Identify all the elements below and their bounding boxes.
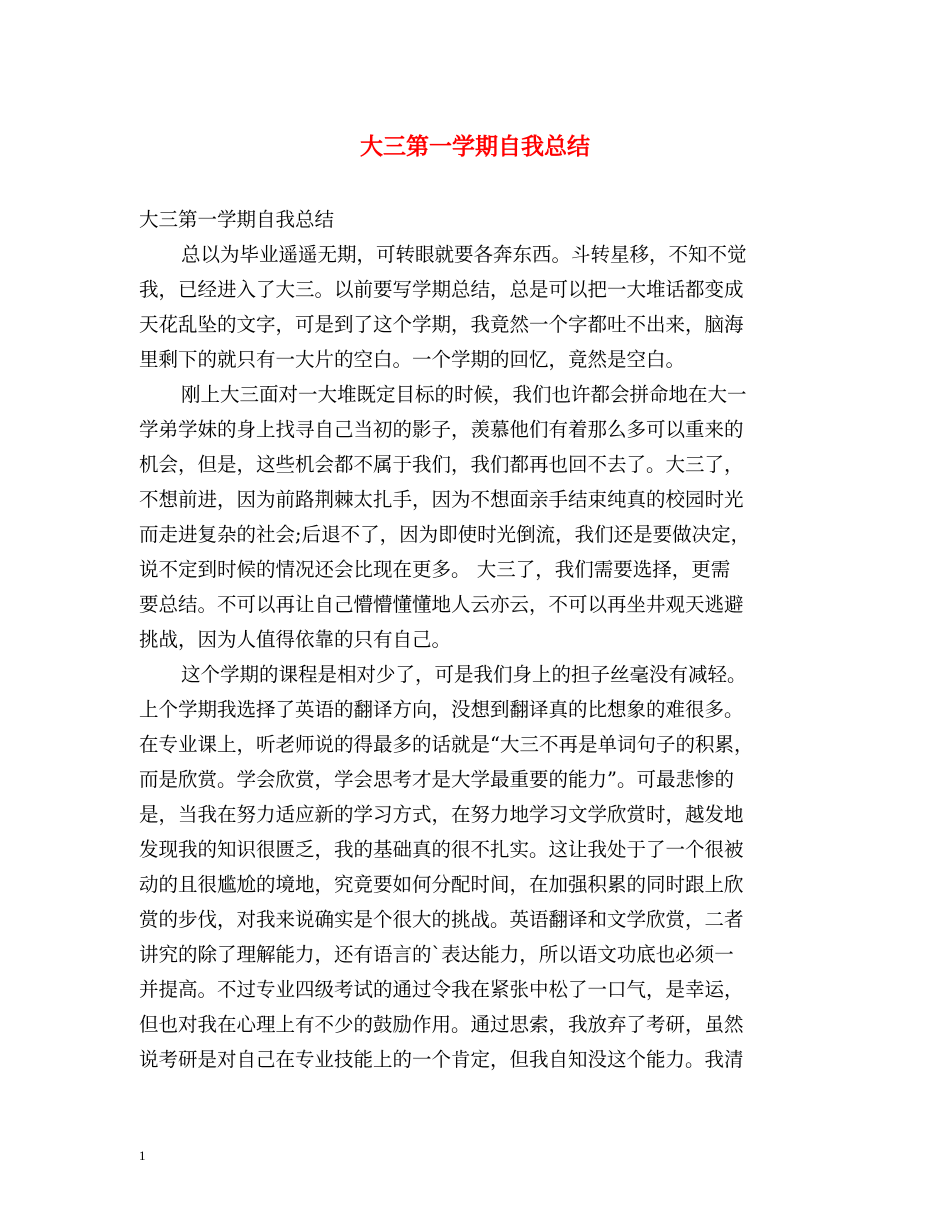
paragraph-line: 而走进复杂的社会;后退不了，因为即使时光倒流，我们还是要做决定， <box>139 523 751 546</box>
page-number: 1 <box>139 1148 146 1163</box>
paragraph-line: 机会，但是，这些机会都不属于我们，我们都再也回不去了。大三了， <box>139 453 744 476</box>
document-body <box>139 202 821 1077</box>
body-heading-line: 大三第一学期自我总结 <box>139 208 335 231</box>
paragraph-line: 赏的步伐，对我来说确实是个很大的挑战。英语翻译和文学欣赏，二者 <box>139 908 744 931</box>
paragraph-line: 并提高。不过专业四级考试的通过令我在紧张中松了一口气，是幸运， <box>139 978 744 1001</box>
paragraph-line: 这个学期的课程是相对少了，可是我们身上的担子丝毫没有减轻。 <box>181 663 747 686</box>
paragraph-line: 天花乱坠的文字，可是到了这个学期，我竟然一个字都吐不出来，脑海 <box>139 313 744 336</box>
paragraph-line: 学弟学妹的身上找寻自己当初的影子，羡慕他们有着那么多可以重来的 <box>139 418 744 441</box>
paragraph-line: 而是欣赏。学会欣赏，学会思考才是大学最重要的能力”。可最悲惨的 <box>139 768 734 791</box>
paragraph-line: 总以为毕业遥遥无期，可转眼就要各奔东西。斗转星移，不知不觉 <box>181 243 747 266</box>
paragraph-line: 是，当我在努力适应新的学习方式，在努力地学习文学欣赏时，越发地 <box>139 803 744 826</box>
document-title: 大三第一学期自我总结 <box>360 133 590 160</box>
paragraph-line: 动的且很尴尬的境地，究竟要如何分配时间，在加强积累的同时跟上欣 <box>139 873 744 896</box>
paragraph-line: 讲究的除了理解能力，还有语言的`表达能力，所以语文功底也必须一 <box>139 943 734 966</box>
paragraph-line: 发现我的知识很匮乏，我的基础真的很不扎实。这让我处于了一个很被 <box>139 838 744 861</box>
paragraph-line: 我，已经进入了大三。以前要写学期总结，总是可以把一大堆话都变成 <box>139 278 744 301</box>
paragraph-line: 说考研是对自己在专业技能上的一个肯定，但我自知没这个能力。我清 <box>139 1048 744 1071</box>
paragraph-line: 挑战，因为人值得依靠的只有自己。 <box>139 628 452 651</box>
paragraph-line: 上个学期我选择了英语的翻译方向，没想到翻译真的比想象的难很多。 <box>139 698 744 721</box>
paragraph-line: 刚上大三面对一大堆既定目标的时候，我们也许都会拼命地在大一 <box>181 383 747 406</box>
paragraph-line: 不想前进，因为前路荆棘太扎手，因为不想面亲手结束纯真的校园时光 <box>139 488 744 511</box>
paragraph-line: 说不定到时候的情况还会比现在更多。 大三了，我们需要选择，更需 <box>139 558 731 581</box>
paragraph-line: 里剩下的就只有一大片的空白。一个学期的回忆，竟然是空白。 <box>139 348 686 371</box>
paragraph-line: 在专业课上，听老师说的得最多的话就是“大三不再是单词句子的积累， <box>139 733 754 756</box>
paragraph-line: 要总结。不可以再让自己懵懵懂懂地人云亦云，不可以再坐井观天逃避 <box>139 593 744 616</box>
paragraph-line: 但也对我在心理上有不少的鼓励作用。通过思索，我放弃了考研，虽然 <box>139 1013 744 1036</box>
